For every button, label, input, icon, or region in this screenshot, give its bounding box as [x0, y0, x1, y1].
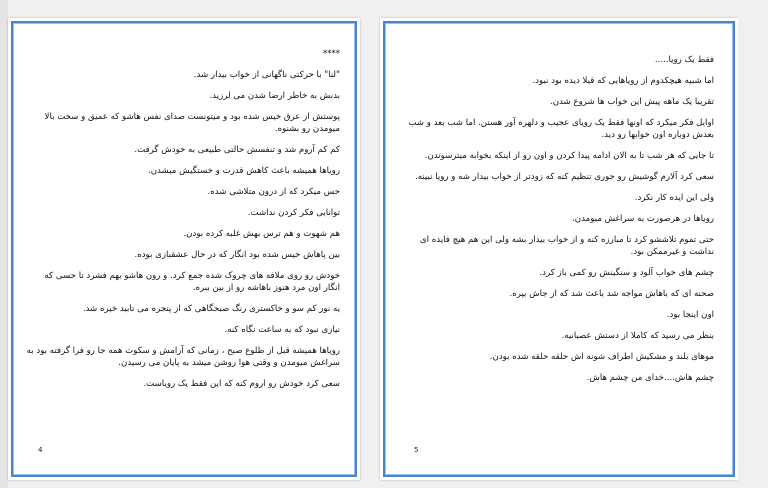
paragraph: خودش رو روی ملافه های چروک شده جمع کرد. و رون هاشو بهم فشرد تا حسی که انگار اون مرد هنوز باهاشه رو از بین ببره.: [44, 271, 340, 293]
paragraph: صحنه ای که باهاش مواجه شد باعث شد که از جاش بپره.: [509, 289, 714, 299]
paragraph: کم کم آروم شد و تنفسش حالتی طبیعی به خودش گرفت.: [134, 145, 340, 155]
paragraph: رویاها همیشه باعث کاهش قدرت و خستگیش میشدن.: [147, 166, 340, 176]
paragraph: موهای بلند و مشکیش اطراف شونه اش حلقه حلقه شده بودن.: [489, 352, 714, 362]
left-gutter: [0, 0, 8, 488]
page-5: [380, 18, 738, 480]
page-text: [26, 48, 340, 399]
paragraph: بدنش به خاطر ارضا شدن می لرزید.: [209, 91, 340, 101]
paragraph: نیازی نبود که به ساعت نگاه کنه.: [224, 325, 340, 335]
paragraph: هم شهوت و هم ترس بهش غلبه کرده بودن.: [183, 229, 340, 239]
page-number: 4: [38, 446, 43, 454]
paragraph: چشم های خواب آلود و سنگینش رو کمی باز کرد.: [539, 268, 714, 278]
paragraph: سعی کرد خودش رو اروم کنه که این فقط یک رویاست.: [143, 379, 340, 389]
paragraph: رویاها همیشه قبل از طلوع صبح ، زمانی که آرامش و سکوت همه جا رو فرا گرفته بود به سراغش میومدن و وقتی هوا روشن میشد به پایان می رسیدن.: [26, 346, 340, 368]
paragraph: اما شبیه هیچکدوم از رویاهایی که قبلا دیده بود نبود.: [532, 76, 714, 86]
paragraph: حس میکرد که از درون متلاشی شده.: [207, 187, 340, 197]
paragraph: چشم هاش....خدای من چشم هاش.: [586, 373, 714, 383]
paragraph: اوایل فکر میکرد که اونها فقط یک رویای عجیب و دلهره آور هستن. اما شب بعد و شب بعدش دوباره اون خوابها رو دید.: [408, 118, 714, 140]
paragraph: فقط یک رویا.....: [654, 55, 714, 65]
paragraph: بین پاهاش خیس شده بود انگار که در حال عشقبازی بوده.: [134, 250, 340, 260]
paragraph: تقریبا یک ماهه پیش این خواب ها شروع شدن.: [550, 97, 714, 107]
paragraph: سعی کرد آلارم گوشیش رو جوری تنظیم کنه که زودتر از خواب بیدار شه و رویا نبینه.: [414, 172, 714, 182]
right-workspace-strip: [738, 0, 768, 488]
paragraph: تا جایی که هر شب تا به الان ادامه پیدا کردن و اون رو از اینکه بخوابه میترسوندن.: [424, 151, 714, 161]
paragraph: بنظر می رسید که کاملا از دستش عصبانیه.: [561, 331, 714, 341]
paragraph: ولی این ایده کار نکرد.: [634, 193, 714, 203]
page-text: [402, 54, 714, 393]
paragraph: "لنا" با حرکتی ناگهانی از خواب بیدار شد.: [193, 70, 340, 80]
paragraph: یه نور کم سو و خاکستری رنگ صبحگاهی که از پنجره می تابید خیره شد.: [82, 304, 340, 314]
paragraph: رویاها در هرصورت به سراغش میومدن.: [572, 214, 714, 224]
paragraph: اون اینجا بود.: [666, 310, 714, 320]
page-4: [8, 18, 360, 480]
paragraph: پوستش از عرق خیس شده بود و میتونست صدای نفس هاشو که عمیق و سخت بالا میومدن رو بشنوه.: [44, 112, 340, 134]
paragraph: ****: [322, 49, 340, 59]
page-number: 5: [414, 446, 419, 454]
paragraph: حتی تموم تلاششو کرد تا مبارزه کنه و از خواب بیدار بشه ولی این هم هیچ فایده ای نداشت و غیرممکن بود.: [419, 235, 714, 257]
paragraph: توانایی فکر کردن نداشت.: [247, 208, 340, 218]
